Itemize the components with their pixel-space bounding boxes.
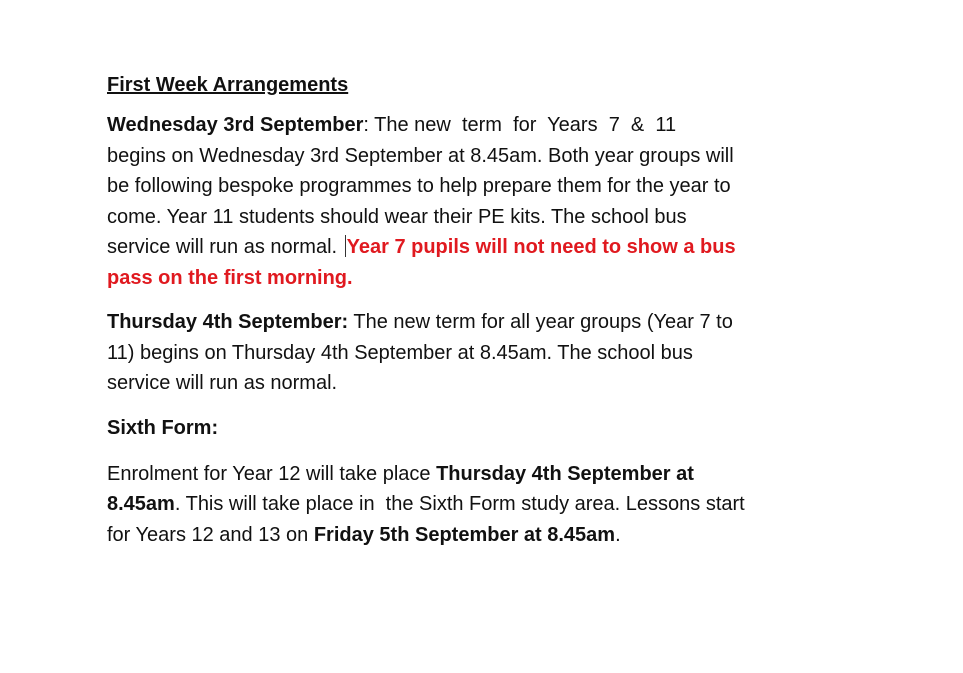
- document-heading: First Week Arrangements: [107, 74, 349, 96]
- paragraph-line: [107, 459, 847, 490]
- paragraph-line: [107, 307, 847, 338]
- paragraph-line: be following bespoke programmes to help prepare them for the year to: [107, 175, 731, 197]
- text-run: service will run as normal.: [107, 236, 343, 258]
- paragraph-line: [107, 232, 847, 263]
- sixth-form-paragraph: [107, 459, 847, 551]
- text-run: : The new term for Years 7 & 11: [363, 114, 677, 136]
- paragraph-line: 11) begins on Thursday 4th September at 8.45am. The school bus: [107, 341, 693, 364]
- document-body: [107, 70, 847, 564]
- text-run: Enrolment for Year 12 will take place: [107, 462, 437, 485]
- text-run: . This will take place in the Sixth Form study area. Lessons start: [174, 493, 745, 515]
- paragraph-line: come. Year 11 students should wear their PE kits. The school bus: [107, 205, 687, 228]
- wednesday-label: Wednesday 3rd September: [107, 114, 364, 136]
- highlight-notice: Year 7 pupils will not need to show a bus: [346, 236, 736, 258]
- bold-run: Friday 5th September at 8.45am: [313, 523, 616, 546]
- wednesday-paragraph: [107, 110, 847, 293]
- thursday-paragraph: [107, 307, 847, 399]
- paragraph-line: service will run as normal.: [107, 372, 338, 394]
- text-run: for Years 12 and 13 on: [107, 523, 314, 546]
- bold-run: 8.45am: [107, 493, 175, 515]
- highlight-notice-continued: pass on the first morning.: [107, 266, 353, 289]
- sixth-form-heading: Sixth Form:: [107, 416, 219, 439]
- paragraph-line: [107, 520, 847, 551]
- text-run: The new term for all year groups (Year 7 to: [348, 311, 733, 333]
- paragraph-line: [107, 489, 847, 520]
- paragraph-line: begins on Wednesday 3rd September at 8.45am. Both year groups will: [107, 144, 734, 167]
- paragraph-line: [107, 110, 847, 141]
- text-run: .: [615, 523, 621, 546]
- thursday-label: Thursday 4th September:: [107, 311, 349, 333]
- text-cursor: [345, 235, 346, 257]
- bold-run: Thursday 4th September at: [436, 462, 694, 485]
